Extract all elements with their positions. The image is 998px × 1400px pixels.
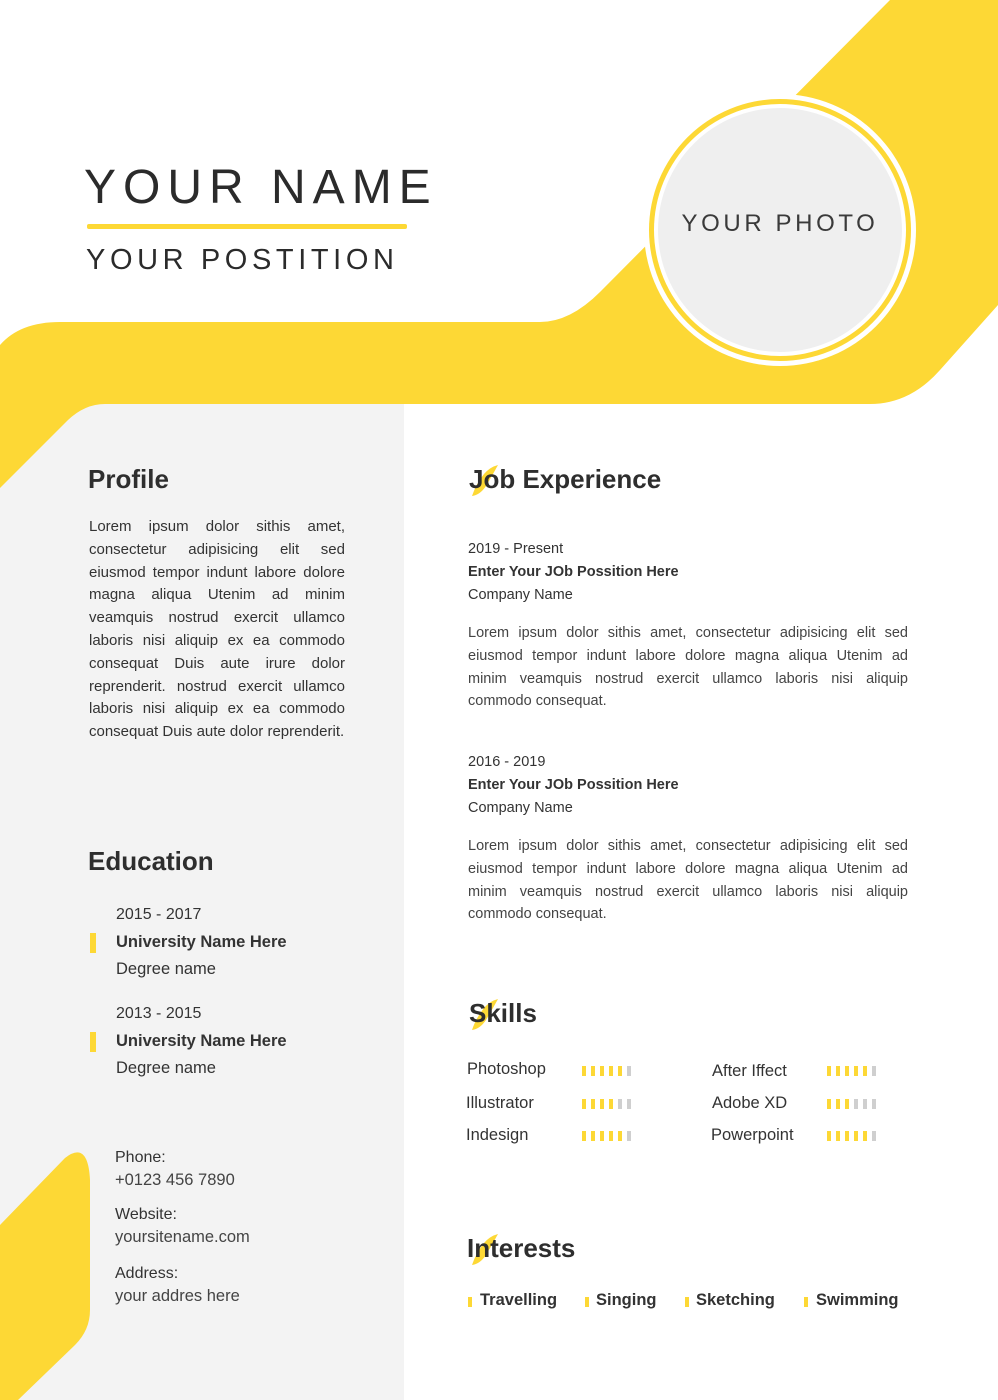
skill-meter [582,1066,636,1076]
skill-meter [582,1099,636,1109]
skill-meter [827,1131,881,1141]
education-university: University Name Here [116,1032,287,1050]
skill-meter-segment [609,1099,613,1109]
education-marker [90,933,96,953]
education-heading: Education [88,846,214,876]
skill-meter-segment [863,1131,867,1141]
education-years: 2013 - 2015 [116,1005,202,1022]
skill-meter-segment [836,1066,840,1076]
education-years: 2015 - 2017 [116,906,202,923]
skill-name: Illustrator [466,1094,534,1112]
name-divider [87,224,407,229]
photo-label: YOUR PHOTO [681,210,879,237]
address-label: Address: [115,1265,179,1282]
job-item [468,538,908,713]
interest-marker [585,1297,589,1307]
job-item [468,751,908,926]
skill-meter-segment [863,1066,867,1076]
skill-meter-segment [582,1066,586,1076]
skill-meter [582,1131,636,1141]
skill-meter-segment [845,1131,849,1141]
job-dates: 2016 - 2019 [468,754,546,770]
education-degree: Degree name [116,1059,216,1077]
skill-meter-segment [836,1099,840,1109]
skill-meter [827,1099,881,1109]
skill-meter-segment [591,1066,595,1076]
website-label: Website: [115,1206,177,1223]
job-company: Company Name [468,800,573,816]
contact-phone [115,1147,235,1191]
interest-marker [468,1297,472,1307]
experience-heading: Job Experience [469,464,662,494]
contact-address [115,1263,240,1307]
skill-meter-segment [600,1066,604,1076]
skill-meter-segment [582,1099,586,1109]
skill-meter-segment [600,1131,604,1141]
skill-meter-segment [627,1066,631,1076]
job-title: Enter Your JOb Possition Here [468,777,679,793]
skill-meter-segment [591,1099,595,1109]
profile-heading: Profile [88,464,169,494]
skill-meter-segment [627,1099,631,1109]
education-university: University Name Here [116,933,287,951]
skill-meter-segment [827,1066,831,1076]
interest-item: Swimming [816,1291,899,1309]
interest-item: Sketching [696,1291,775,1309]
skill-meter-segment [618,1099,622,1109]
skill-meter-segment [863,1099,867,1109]
skill-meter-segment [609,1131,613,1141]
job-dates: 2019 - Present [468,541,564,557]
skill-meter-segment [627,1131,631,1141]
skill-name: Photoshop [467,1060,546,1078]
skill-name: Powerpoint [711,1126,794,1144]
skill-meter-segment [872,1131,876,1141]
skill-meter-segment [600,1099,604,1109]
skill-meter-segment [854,1066,858,1076]
skill-meter-segment [582,1131,586,1141]
skills-heading: Skills [469,998,537,1028]
skill-meter-segment [845,1099,849,1109]
website-value: yoursitename.com [115,1228,250,1246]
skill-meter-segment [854,1099,858,1109]
profile-text: Lorem ipsum dolor sithis amet, consectetur adipisicing elit sed eiusmod tempor indunt labore dolore magna aliqua Utenim ad minim veamquis nostrud exercit ullamco laboris nisi aliquip ex ea commodo consequat Duis aute irure dolor reprenderit. nostrud exercit ullamco laboris nisi aliquip ex ea commodo consequat Duis aute dolor reprenderit. [89,518,345,741]
contact-website [115,1204,250,1248]
skill-meter-segment [591,1131,595,1141]
interest-item: Travelling [480,1291,558,1309]
interests-heading: Interests [467,1233,576,1263]
interest-item: Singing [596,1291,657,1309]
interest-marker [685,1297,689,1307]
education-item [116,905,287,979]
phone-value: +0123 456 7890 [115,1171,235,1189]
skill-name: After Iffect [712,1062,787,1080]
job-title: Enter Your JOb Possition Here [468,564,679,580]
phone-label: Phone: [115,1149,166,1166]
skill-meter-segment [854,1131,858,1141]
education-degree: Degree name [116,960,216,978]
job-company: Company Name [468,587,573,603]
job-description: Lorem ipsum dolor sithis amet, consectetur adipisicing elit sed eiusmod tempor indunt labore dolore magna aliqua Utenim ad minim veamquis nostrud exercit ullamco laboris nisi aliquip commodo consequat. [468,838,908,923]
skill-meter-segment [872,1066,876,1076]
skill-meter-segment [618,1066,622,1076]
skill-meter-segment [618,1131,622,1141]
skill-meter-segment [827,1099,831,1109]
full-name: YOUR NAME [84,161,438,214]
job-position: YOUR POSTITION [86,244,399,276]
skill-meter-segment [872,1099,876,1109]
skill-meter-segment [827,1131,831,1141]
address-value: your addres here [115,1287,240,1305]
interest-marker [804,1297,808,1307]
education-item [116,1004,287,1078]
skill-meter [827,1066,881,1076]
education-marker [90,1032,96,1052]
skill-meter-segment [845,1066,849,1076]
skill-name: Indesign [466,1126,529,1144]
skill-meter-segment [609,1066,613,1076]
skill-name: Adobe XD [712,1094,788,1112]
skill-meter-segment [836,1131,840,1141]
job-description: Lorem ipsum dolor sithis amet, consectetur adipisicing elit sed eiusmod tempor indunt labore dolore magna aliqua Utenim ad minim veamquis nostrud exercit ullamco laboris nisi aliquip commodo consequat. [468,625,908,710]
